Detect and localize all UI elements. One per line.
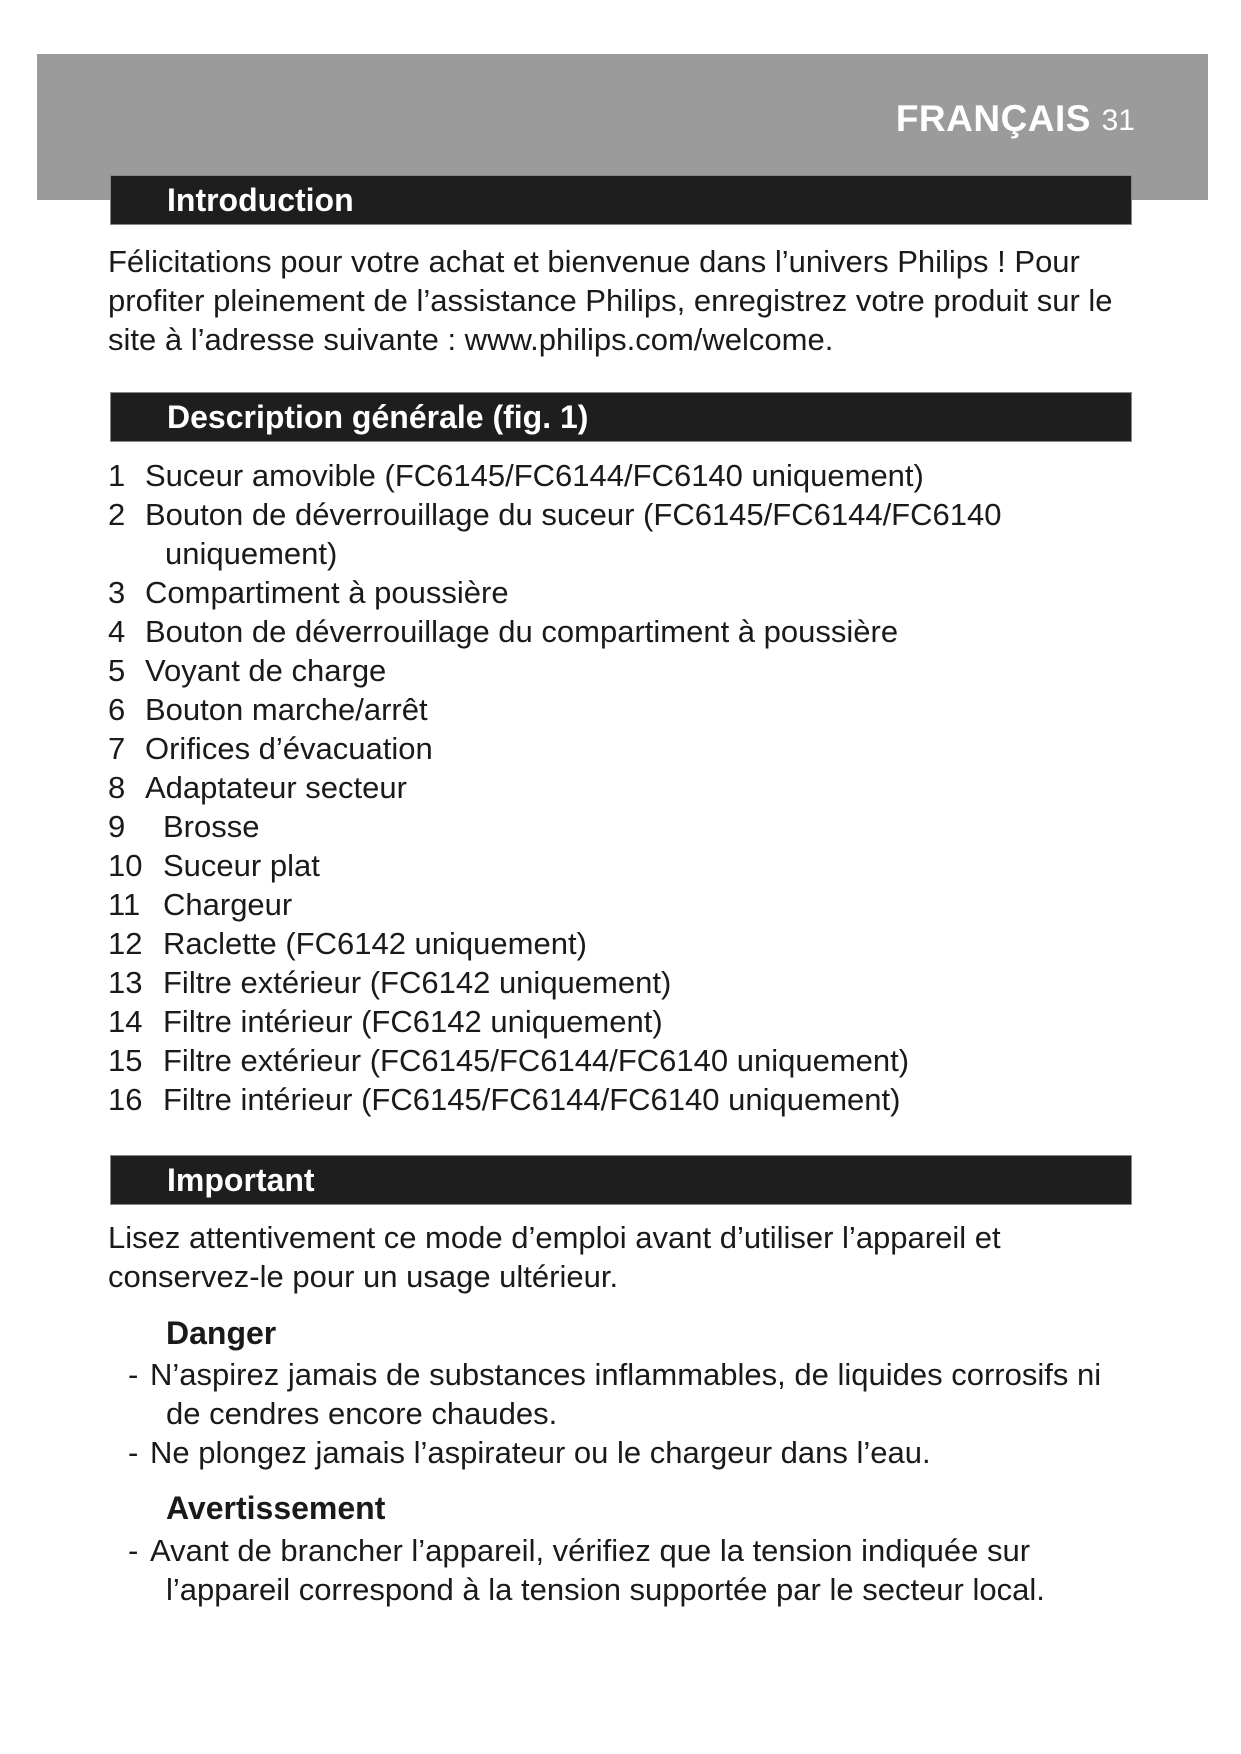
parts-list — [108, 456, 1138, 1119]
list-item — [108, 495, 1138, 573]
item-text: Suceur plat — [163, 848, 320, 883]
item-number: 2 — [108, 497, 126, 532]
list-item — [108, 456, 1138, 495]
item-text: Raclette (FC6142 uniquement) — [163, 926, 587, 961]
text-line: site à l’adresse suivante : www.philips.com/welcome. — [108, 322, 834, 357]
item-number: 4 — [108, 614, 126, 649]
item-text: Compartiment à poussière — [145, 575, 509, 610]
page-number: 31 — [1101, 104, 1135, 137]
item-text: Filtre extérieur (FC6145/FC6144/FC6140 uniquement) — [163, 1043, 910, 1078]
bullet-text-continued: de cendres encore chaudes. — [166, 1396, 558, 1431]
item-number: 11 — [108, 887, 141, 922]
danger-list — [128, 1355, 1128, 1472]
list-item — [108, 1002, 1138, 1041]
bullet-item — [128, 1531, 1128, 1609]
list-item — [108, 1041, 1138, 1080]
item-number: 16 — [108, 1082, 143, 1117]
item-text: Filtre intérieur (FC6142 uniquement) — [163, 1004, 663, 1039]
section-header-description — [110, 392, 1132, 442]
list-item — [108, 885, 1138, 924]
section-header-introduction — [110, 175, 1132, 225]
list-item — [108, 1080, 1138, 1119]
bullet-text: Ne plongez jamais l’aspirateur ou le chargeur dans l’eau. — [150, 1435, 931, 1470]
item-number: 15 — [108, 1043, 143, 1078]
item-text: Bouton de déverrouillage du suceur (FC6145/FC6144/FC6140 — [145, 497, 1002, 532]
list-item — [108, 651, 1138, 690]
text-line: profiter pleinement de l’assistance Philips, enregistrez votre produit sur le — [108, 283, 1113, 318]
list-item — [108, 924, 1138, 963]
list-item — [108, 612, 1138, 651]
item-text: Adaptateur secteur — [145, 770, 407, 805]
language-label: FRANÇAIS — [895, 98, 1091, 139]
bullet-dash: - — [128, 1533, 139, 1568]
section-header-important — [110, 1155, 1132, 1205]
item-number: 13 — [108, 965, 143, 1000]
bullet-dash: - — [128, 1435, 139, 1470]
list-item — [108, 807, 1138, 846]
list-item — [108, 690, 1138, 729]
item-text: Brosse — [163, 809, 260, 844]
introduction-paragraph — [108, 242, 1138, 359]
item-text: Filtre intérieur (FC6145/FC6144/FC6140 uniquement) — [163, 1082, 901, 1117]
item-text: Voyant de charge — [145, 653, 387, 688]
item-number: 3 — [108, 575, 126, 610]
important-paragraph — [108, 1218, 1138, 1296]
section-title: Introduction — [167, 182, 354, 218]
bullet-text: N’aspirez jamais de substances inflammables, de liquides corrosifs ni — [150, 1357, 1102, 1392]
item-text: Orifices d’évacuation — [145, 731, 433, 766]
list-item — [108, 963, 1138, 1002]
item-text: Suceur amovible (FC6145/FC6144/FC6140 uniquement) — [145, 458, 924, 493]
list-item — [108, 573, 1138, 612]
item-number: 10 — [108, 848, 143, 883]
danger-heading: Danger — [166, 1315, 277, 1351]
bullet-text-continued: l’appareil correspond à la tension supportée par le secteur local. — [166, 1572, 1045, 1607]
warning-list — [128, 1531, 1128, 1609]
bullet-dash: - — [128, 1357, 139, 1392]
item-text: Chargeur — [163, 887, 293, 922]
item-number: 14 — [108, 1004, 143, 1039]
item-text: Bouton marche/arrêt — [145, 692, 428, 727]
item-number: 8 — [108, 770, 126, 805]
item-number: 1 — [108, 458, 126, 493]
section-title: Important — [167, 1162, 315, 1198]
item-number: 5 — [108, 653, 126, 688]
list-item — [108, 846, 1138, 885]
warning-heading: Avertissement — [166, 1490, 386, 1526]
item-text: Bouton de déverrouillage du compartiment à poussière — [145, 614, 899, 649]
item-text: Filtre extérieur (FC6142 uniquement) — [163, 965, 672, 1000]
text-line: conservez-le pour un usage ultérieur. — [108, 1259, 619, 1294]
item-number: 9 — [108, 809, 126, 844]
section-title: Description générale (fig. 1) — [167, 399, 589, 435]
item-number: 7 — [108, 731, 126, 766]
bullet-item — [128, 1355, 1128, 1433]
bullet-text: Avant de brancher l’appareil, vérifiez que la tension indiquée sur — [150, 1533, 1031, 1568]
list-item — [108, 768, 1138, 807]
item-number: 12 — [108, 926, 143, 961]
item-number: 6 — [108, 692, 126, 727]
list-item — [108, 729, 1138, 768]
text-line: Félicitations pour votre achat et bienvenue dans l’univers Philips ! Pour — [108, 244, 1080, 279]
text-line: Lisez attentivement ce mode d’emploi avant d’utiliser l’appareil et — [108, 1220, 1001, 1255]
item-text-continued: uniquement) — [165, 536, 338, 571]
bullet-item — [128, 1433, 1128, 1472]
